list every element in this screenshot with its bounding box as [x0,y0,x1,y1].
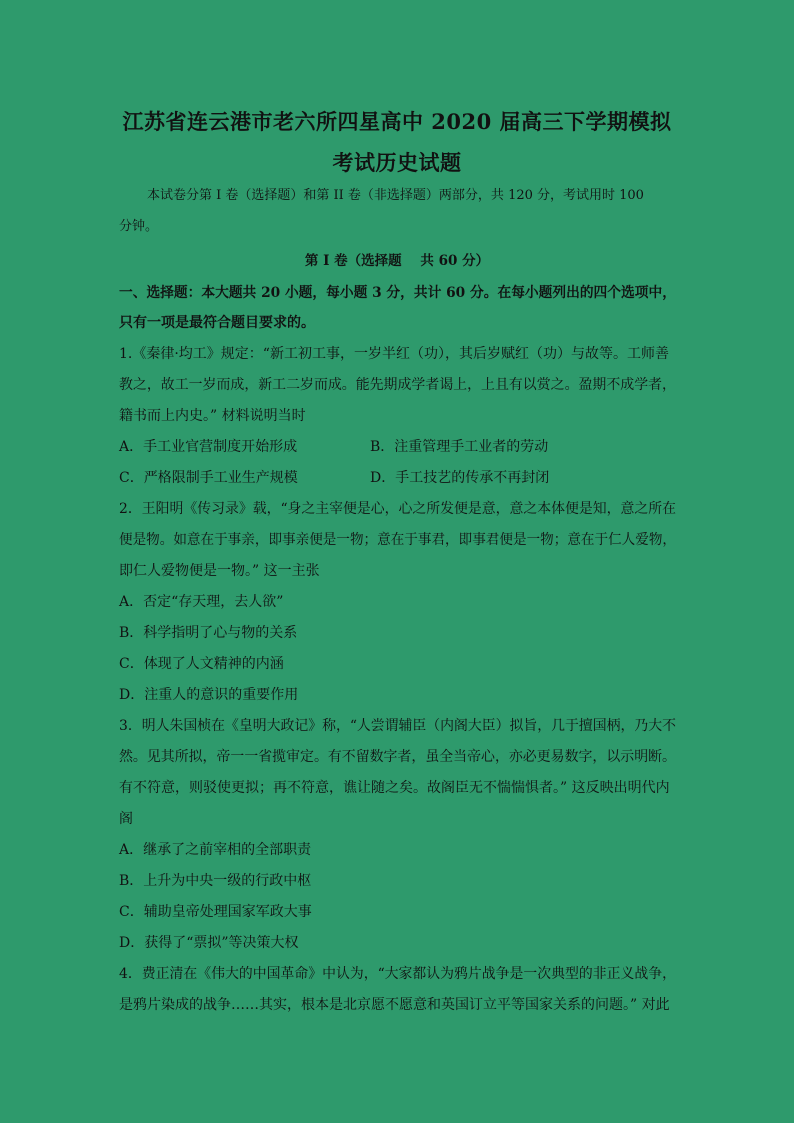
question-2-stem-line2: 便是物。如意在于事亲，即事亲便是一物；意在于事君，即事君便是一物；意在于仁人爱物， [119,532,677,548]
question-3-option-d: D．获得了“票拟”等决策大权 [119,935,299,951]
question-2-option-d: D．注重人的意识的重要作用 [119,687,299,703]
question-3-option-c: C．辅助皇帝处理国家军政大事 [119,904,312,920]
question-4-stem-line1: 4．费正清在《伟大的中国革命》中认为，“大家都认为鸦片战争是一次典型的非正义战争， [119,966,677,982]
intro-line1: 本试卷分第 I 卷（选择题）和第 II 卷（非选择题）两部分，共 120 分，考试用时 100 [147,188,644,203]
instructions-line1: 一、选择题：本大题共 20 小题，每小题 3 分，共计 60 分。在每小题列出的四个选项中， [119,285,676,301]
question-1-option-a: A．手工业官营制度开始形成 [119,439,298,455]
question-2-stem-line1: 2．王阳明《传习录》载，“身之主宰便是心，心之所发便是意，意之本体便是知，意之所在 [119,501,677,517]
intro-line2: 分钟。 [119,219,159,234]
question-2-option-a: A．否定“存天理，去人欲” [119,594,284,610]
question-1-option-d: D．手工技艺的传承不再封闭 [370,470,550,486]
question-2-option-b: B．科学指明了心与物的关系 [119,625,298,641]
question-3-option-a: A．继承了之前宰相的全部职责 [119,842,312,858]
question-1-option-b: B．注重管理手工业者的劳动 [370,439,549,455]
question-3-option-b: B．上升为中央一级的行政中枢 [119,873,312,889]
question-1-stem-line2: 教之，故工一岁而成，新工二岁而成。能先期成学者谒上，上且有以赏之。盈期不成学者， [119,377,676,393]
question-2-stem-line3: 即仁人爱物便是一物。” 这一主张 [119,563,320,579]
question-1-stem-line3: 籍书而上内史。” 材料说明当时 [119,408,306,424]
question-3-stem-line1: 3．明人朱国桢在《皇明大政记》称，“人尝谓辅臣（内阁大臣）拟旨，几于擅国柄，乃大不 [119,718,677,734]
question-4-stem-line2: 是鸦片染成的战争……其实，根本是北京愿不愿意和英国订立平等国家关系的问题。” 对此 [119,997,670,1013]
question-3-stem-line2: 然。见其所拟，帝一一省揽审定。有不留数字者，虽全当帝心，亦必更易数字，以示明断。 [119,749,676,765]
instructions-line2: 只有一项是最符合题目要求的。 [119,315,315,331]
exam-title-line2: 考试历史试题 [332,150,462,175]
exam-title-line1: 江苏省连云港市老六所四星高中 2020 届高三下学期模拟 [122,109,672,134]
question-3-stem-line4: 阁 [119,811,133,827]
question-2-option-c: C．体现了人文精神的内涵 [119,656,284,672]
question-3-stem-line3: 有不符意，则驳使更拟；再不符意，谯让随之矣。故阁臣无不惴惴惧者。” 这反映出明代内 [119,780,670,796]
section-title: 第 I 卷（选择题 共 60 分） [304,253,490,269]
question-1-option-c: C．严格限制手工业生产规模 [119,470,298,486]
question-1-stem-line1: 1.《秦律·均工》规定：“新工初工事，一岁半红（功），其后岁赋红（功）与故等。工师善 [119,346,669,362]
